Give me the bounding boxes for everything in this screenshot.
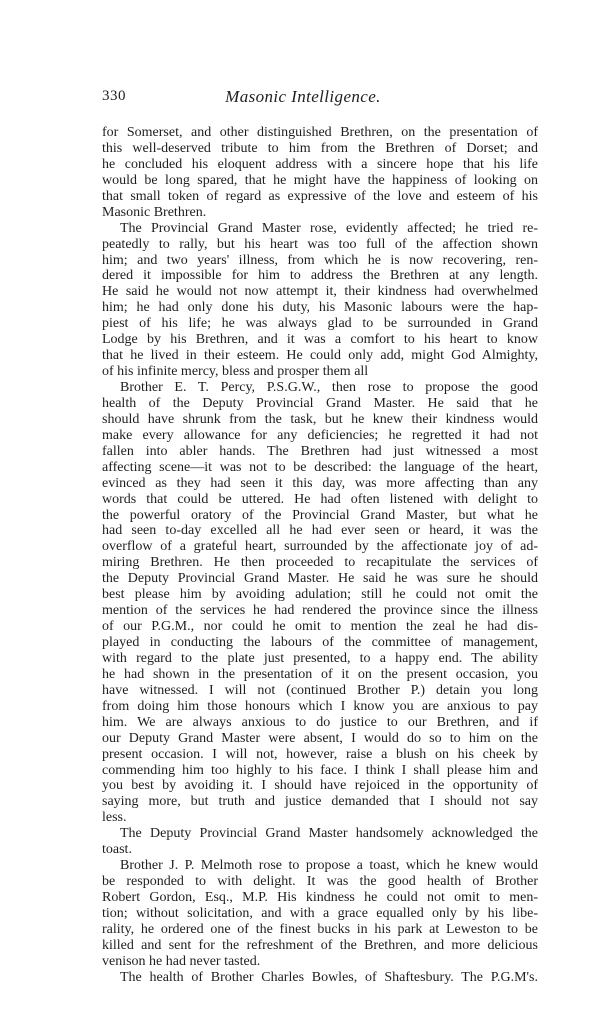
text-line: that small token of regard as expressive of the love and esteem of his	[102, 188, 538, 204]
text-line: him; he had only done his duty, his Masonic labours were the hap-	[102, 300, 538, 316]
text-line: he concluded his eloquent address with a sincere hope that his life	[102, 156, 538, 172]
text-line: that he lived in their esteem. He could only add, might God Almighty,	[102, 348, 538, 364]
text-line: He said he would not now attempt it, their kindness had overwhelmed	[102, 284, 538, 300]
text-line: should have shrunk from the task, but he knew their kindness would	[102, 411, 538, 427]
text-line: Robert Gordon, Esq., M.P. His kindness he could not omit to men-	[102, 890, 538, 905]
running-title: Masonic Intelligence.	[225, 87, 381, 106]
page-number: 330	[102, 88, 126, 104]
text-line: for Somerset, and other distinguished Brethren, on the presentation of	[102, 125, 538, 140]
text-line: he had shown in the presentation of it on the present occasion, you	[102, 666, 538, 682]
text-line: played in conducting the labours of the committee of management,	[102, 635, 538, 650]
text-line: toast.	[102, 842, 132, 858]
text-line: of our P.G.M., nor could he omit to mention the zeal he had dis-	[102, 619, 538, 635]
text-line: Brother E. T. Percy, P.S.G.W., then rose to propose the good	[120, 380, 538, 395]
text-line: commending him too highly to his face. I think I shall please him and	[102, 762, 538, 778]
text-line: him; and two years' illness, from which he is now recovering, ren-	[102, 252, 538, 268]
text-line: piest of his life; he was always glad to be surrounded in Grand	[102, 316, 538, 332]
text-line: would be long spared, that he might have the happiness of looking on	[102, 172, 538, 188]
text-line: Brother J. P. Melmoth rose to propose a toast, which he knew would	[120, 858, 538, 874]
text-line: dered it impossible for him to address the Brethren at any length.	[102, 268, 538, 284]
text-line: of his infinite mercy, bless and prosper them all	[102, 364, 369, 380]
text-line: affecting scene—it was not to be described: the language of the heart,	[102, 459, 538, 475]
text-line: venison he had never tasted.	[102, 953, 261, 969]
text-line: less.	[102, 810, 127, 826]
text-line: fallen into abler hands. The Brethren had just witnessed a most	[102, 443, 538, 459]
text-line: him. We are always anxious to do justice to our Brethren, and if	[102, 714, 538, 730]
text-line: rality, he ordered one of the finest bucks in his park at Leweston to be	[102, 921, 538, 937]
text-line: from doing him those honours which I know you are anxious to pay	[102, 698, 538, 714]
text-line: have witnessed. I will not (continued Brother P.) detain you long	[102, 682, 538, 698]
text-line: Masonic Brethren.	[102, 204, 207, 220]
text-line: miring Brethren. He then proceeded to recapitulate the services of	[102, 555, 538, 571]
text-line: had seen to-day excelled all he had ever seen or heard, it was the	[102, 523, 538, 539]
text-line: this well-deserved tribute to him from the Brethren of Dorset; and	[102, 140, 538, 156]
text-line: tion; without solicitation, and with a grace equalled only by his libe-	[102, 905, 538, 921]
text-line: with regard to the plate just presented, to a happy end. The ability	[102, 650, 538, 666]
text-line: words that could be uttered. He had often listened with delight to	[102, 491, 538, 507]
text-line: peatedly to rally, but his heart was too full of the affection shown	[102, 236, 538, 252]
text-line: health of the Deputy Provincial Grand Master. He said that he	[102, 395, 538, 411]
text-line: evinced as they had seen it this day, was more affecting than any	[102, 475, 538, 491]
text-line: saying more, but truth and justice demanded that I should not say	[102, 794, 538, 810]
text-line: the Deputy Provincial Grand Master. He said he was sure he should	[102, 571, 538, 587]
text-line: overflow of a grateful heart, surrounded by the affectionate joy of ad-	[102, 539, 538, 555]
text-line: present occasion. I will not, however, raise a blush on his cheek by	[102, 746, 538, 762]
text-line: our Deputy Grand Master were absent, I would do so to him on the	[102, 730, 538, 746]
text-line: The Deputy Provincial Grand Master handsomely acknowledged the	[120, 826, 538, 842]
text-line: mention of the services he had rendered the province since the illness	[102, 603, 538, 619]
text-line: you best by avoiding it. I should have rejoiced in the opportunity of	[102, 778, 538, 794]
page-header	[102, 88, 504, 110]
text-line: best please him by avoiding adulation; still he could not omit the	[102, 587, 538, 603]
text-line: The health of Brother Charles Bowles, of Shaftesbury. The P.G.M's.	[120, 969, 538, 985]
text-line: make every allowance for any deficiencies; he regretted it had not	[102, 427, 538, 443]
text-line: be responded to with delight. It was the good health of Brother	[102, 874, 538, 890]
body-text	[102, 125, 538, 986]
text-line: The Provincial Grand Master rose, evidently affected; he tried re-	[120, 220, 538, 236]
text-line: Lodge by his Brethren, and it was a comfort to his heart to know	[102, 332, 538, 348]
text-line: the powerful oratory of the Provincial Grand Master, but what he	[102, 507, 538, 523]
text-line: killed and sent for the refreshment of the Brethren, and more delicious	[102, 937, 538, 953]
